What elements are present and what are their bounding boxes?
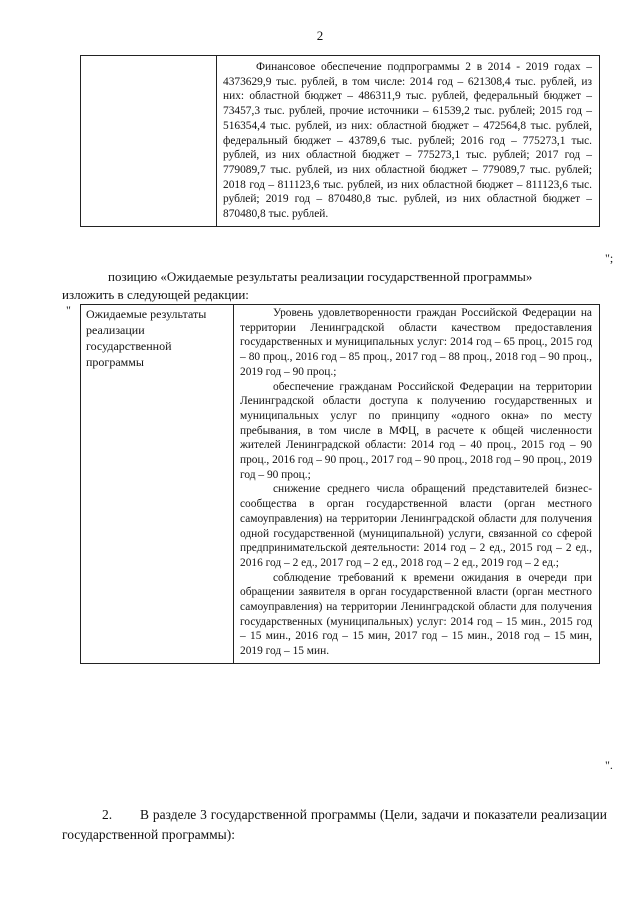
financing-table (80, 55, 600, 227)
instruction-line-2: изложить в следующей редакции: (62, 287, 249, 302)
table2-opening-quote: " (66, 303, 71, 317)
result-paragraph-queue-time: соблюдение требований к времени ожидания в очереди при обращении заявителя в орган государственной власти (орган местного самоуправления) на территории Ленинградской области для получения государственных (муниципальных) услуг: 2014 год – 15 мин., 2015 год – 15 мин., 2016 год – 15 мин, 2017 год – 15 мин., 2018 год – 15 мин, 2019 год – 15 мин. (240, 571, 592, 658)
financing-text: Финансовое обеспечение подпрограммы 2 в 2014 - 2019 годах – 4373629,9 тыс. рублей, в том числе: 2014 год – 621308,4 тыс. рублей, из них: областной бюджет – 486311,9 тыс. рублей, федеральный бюджет – 73457,3 тыс. рублей, прочие источники – 61539,2 тыс. рублей; 2015 год – 516354,4 тыс. рублей, из них: областной бюджет – 472564,8 тыс. рублей, федеральный бюджет – 43789,6 тыс. рублей; 2016 год – 775273,1 тыс. рублей, из них областной бюджет – 775273,1 тыс. рублей; 2017 год – 779089,7 тыс. рублей, из них областной бюджет – 779089,7 тыс. рублей; 2018 год – 811123,6 тыс. рублей, из них областной бюджет – 811123,6 тыс. рублей; 2019 год – 870480,8 тыс. рублей, из них областной бюджет – 870480,8 тыс. рублей. (223, 61, 592, 221)
section-2-number: 2. (102, 807, 113, 822)
financing-table-left-cell (81, 56, 217, 227)
table2-closing-quote: ". (605, 758, 613, 772)
result-paragraph-business-requests: снижение среднего числа обращений представителей бизнес-сообщества в орган государственной власти (орган местного самоуправления) на территории Ленинградской области для получения одной государственной (муниципальной) услуги, связанной со сферой предпринимательской деятельности: 2014 год – 2 ед., 2015 год – 2 ед., 2016 год – 2 ед., 2017 год – 2 ед., 2018 год – 2 ед., 2019 год – 2 ед.; (240, 483, 592, 569)
expected-results-value-cell (234, 305, 600, 664)
section-2-paragraph (62, 805, 607, 845)
table1-closing-quote: "; (605, 251, 614, 265)
result-paragraph-one-window: обеспечение гражданам Российской Федерации на территории Ленинградской области доступа к получению государственных и муниципальных услуг по принципу «одного окна» по месту пребывания, в том числе в МФЦ, в расчете к общей численности жителей Ленинградской области: 2014 год – 40 проц., 2015 год – 90 проц., 2016 год – 90 проц., 2017 год – 90 проц., 2018 год – 90 проц., 2019 год – 90 проц.; (240, 380, 592, 481)
financing-table-right-cell (217, 56, 600, 227)
result-paragraph-satisfaction: Уровень удовлетворенности граждан Российской Федерации на территории Ленинградской области качеством предоставления государственных и муниципальных услуг: 2014 год – 65 проц., 2015 год – 80 проц., 2016 год – 85 проц., 2017 год – 88 проц., 2018 год – 90 проц., 2019 год – 90 проц.; (240, 307, 592, 378)
expected-results-label: Ожидаемые результаты реализации государственной программы (86, 307, 207, 369)
instruction-line-1: позицию «Ожидаемые результаты реализации государственной программы» (108, 269, 533, 284)
page-number: 2 (316, 28, 324, 43)
expected-results-label-cell (81, 305, 234, 664)
section-2-text: В разделе 3 государственной программы (Цели, задачи и показатели реализации государственной программы): (62, 807, 607, 842)
expected-results-table (80, 304, 600, 664)
